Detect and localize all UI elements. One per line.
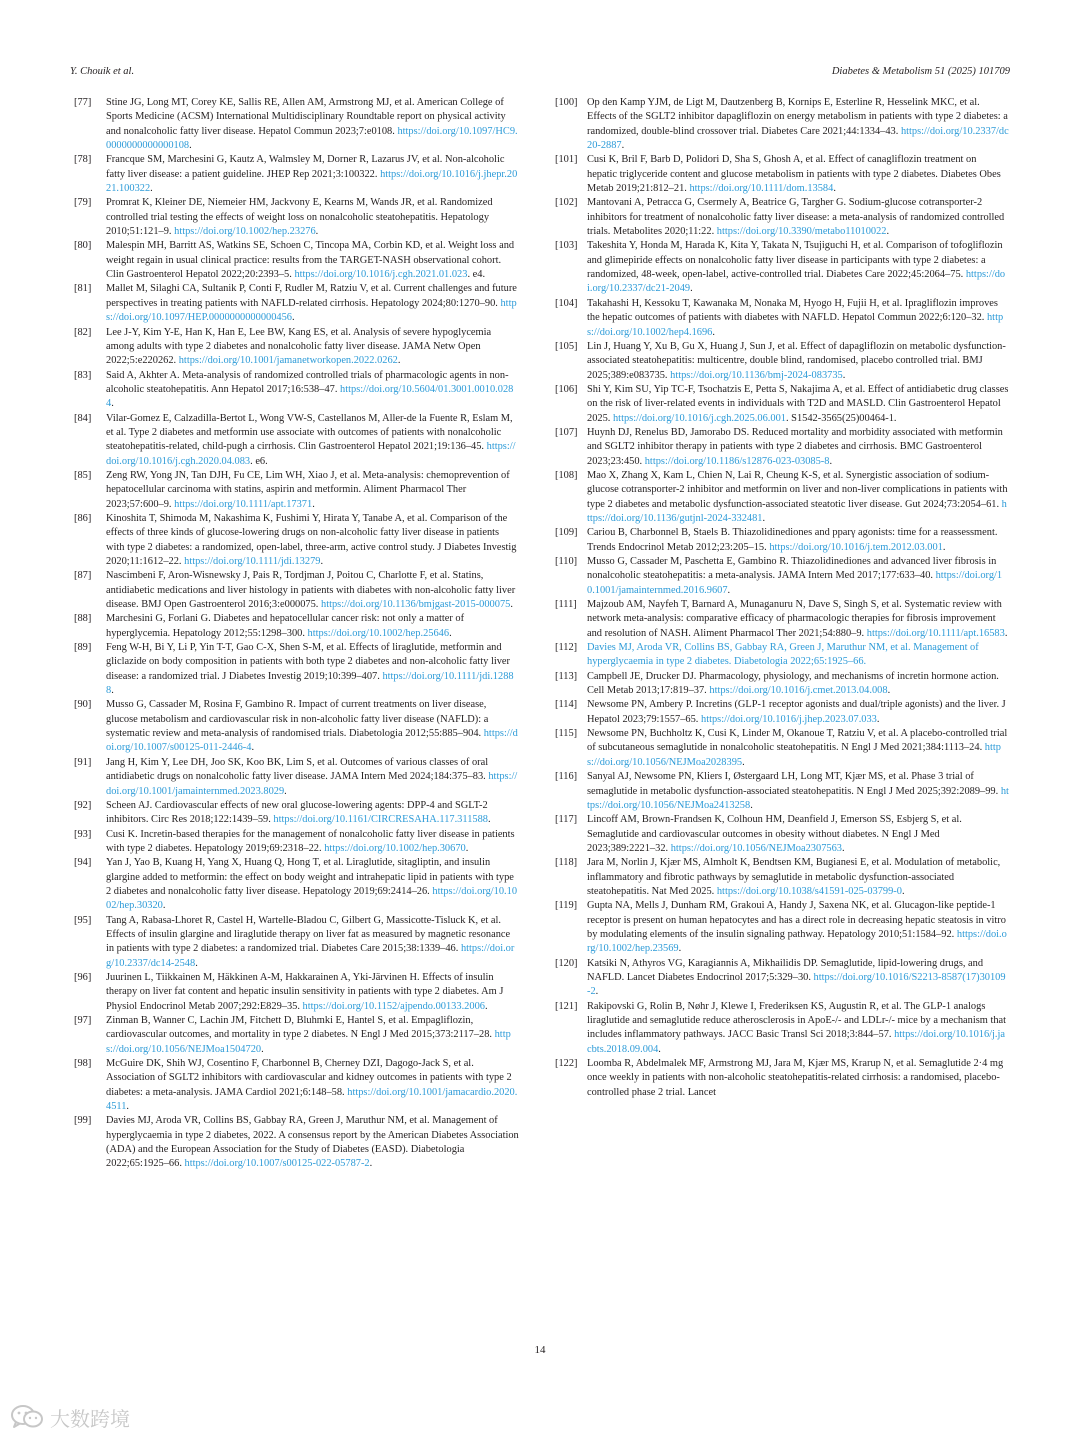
reference-number: [106] (555, 383, 578, 395)
doi-link[interactable]: https://doi.org/10.2337/dc14-2548 (106, 943, 515, 969)
reference-tail: . (658, 1043, 661, 1055)
doi-link[interactable]: https://doi.org/10.1001/jamainternmed.2016.9607 (587, 570, 1003, 596)
doi-link[interactable]: https://doi.org/10.1161/CIRCRESAHA.117.311588 (273, 814, 488, 826)
doi-link[interactable]: https://doi.org/10.1186/s12876-023-03085-8 (644, 455, 830, 467)
reference-number: [113] (555, 670, 578, 682)
reference-number: [119] (555, 900, 578, 912)
reference-item (74, 914, 520, 971)
reference-item (555, 856, 1009, 899)
reference-number: [78] (74, 154, 92, 166)
reference-tail: . (465, 842, 469, 854)
reference-item (555, 770, 1009, 813)
reference-number: [121] (555, 1000, 578, 1012)
reference-text: Lee J-Y, Kim Y-E, Han K, Han E, Lee BW, Kang ES, et al. Analysis of severe hypoglycemia among adults with type 2 diabetes and nonalcoholic fatty liver disease. JAMA Netw Open 2022;5:e220262. (106, 326, 492, 367)
reference-text: Loomba R, Abdelmalek MF, Armstrong MJ, Jara M, Kjær MS, Krarup N, et al. Semaglutide 2·4 mg once weekly in patients with non-alcoholic steatohepatitis-related cirrhosis: a randomised, placebo-controlled phase 2 trial. Lancet (587, 1058, 1004, 1098)
reference-number: [96] (74, 971, 92, 983)
reference-number: [105] (555, 340, 578, 352)
doi-link[interactable]: https://doi.org/10.1111/jdi.12888 (106, 670, 514, 697)
reference-number: [114] (555, 699, 578, 711)
reference-tail: . (595, 986, 599, 998)
doi-link[interactable]: https://doi.org/10.1001/jamainternmed.2023.8029 (106, 771, 518, 797)
reference-number: [100] (555, 97, 578, 108)
reference-number: [97] (74, 1015, 92, 1026)
reference-text: Kinoshita T, Shimoda M, Nakashima K, Fushimi Y, Hirata Y, Tanabe A, et al. Comparison of the effects of three kinds of glucose-lowering drugs on non-alcoholic fatty liver disease in patients with type 2 diabetes: a randomized, open-label, three-arm, active control study. J Diabetes Investig 2020;11:1612–22. (106, 512, 517, 567)
reference-item (74, 512, 520, 569)
reference-tail: . (690, 283, 693, 295)
reference-item (555, 526, 1009, 555)
reference-tail: . (510, 599, 513, 611)
reference-item (74, 239, 520, 282)
doi-link[interactable]: https://doi.org/10.1111/apt.16583 (866, 627, 1005, 639)
reference-item (555, 426, 1009, 469)
reference-item (555, 96, 1009, 153)
reference-number: [112] (555, 642, 578, 654)
reference-item (74, 799, 520, 828)
doi-link[interactable]: https://doi.org/10.1136/gutjnl-2024-332481 (587, 498, 1007, 524)
reference-text: Malespin MH, Barritt AS, Watkins SE, Schoen C, Tincopa MA, Corbin KD, et al. Weight loss and weight regain in usual clinical practice: results from the TARGET-NASH observational cohort. Clin Gastroenterol Hepatol 2022;20:2393–5. (106, 240, 515, 281)
reference-number: [93] (74, 828, 92, 840)
reference-text: Huynh DJ, Renelus BD, Jamorabo DS. Reduced mortality and morbidity associated with metformin and SGLT2 inhibitor therapy in patients with type 2 diabetes and cirrhosis. BMC Gastroenterol 2023;23:450. (587, 426, 1003, 467)
reference-number: [118] (555, 857, 578, 869)
reference-tail: . (261, 1043, 264, 1055)
reference-text: Sanyal AJ, Newsome PN, Kliers I, Østergaard LH, Long MT, Kjær MS, et al. Phase 3 trial of semaglutide in metabolic dysfunction-associated steatohepatitis. N Engl J Med 2025;392:2089–99. (587, 771, 1001, 797)
doi-link[interactable]: https://doi.org/10.1016/j.cmet.2013.04.008 (709, 685, 888, 697)
reference-item (555, 957, 1009, 1000)
reference-tail: . S1542-3565(25)00464-1. (785, 412, 897, 424)
reference-item (74, 196, 520, 239)
reference-number: [101] (555, 154, 578, 166)
reference-item (74, 326, 520, 369)
reference-item (74, 971, 520, 1014)
reference-item (555, 196, 1009, 239)
reference-tail: . (397, 355, 401, 367)
reference-text: Jara M, Norlin J, Kjær MS, Almholt K, Bendtsen KM, Bugianesi E, et al. Modulation of metabolic, inflammatory and fibrotic pathways by semaglutide in metabolic dysfunction-associated steatohepatitis. Nat Med 2025. (587, 857, 1001, 897)
reference-text[interactable]: Davies MJ, Aroda VR, Collins BS, Gabbay RA, Green J, Maruthur NM, et al. Management of hyperglycaemia in type 2 diabetes. Diabetologia 2022;65:1925–66. (587, 642, 979, 668)
page-number: 14 (534, 1344, 546, 1356)
reference-tail: . (162, 900, 166, 912)
reference-item (74, 1014, 520, 1057)
reference-item (74, 569, 520, 612)
reference-text: Marchesini G, Forlani G. Diabetes and hepatocellular cancer risk: not only a matter of hyperglycemia. Hepatology 2012;55:1298–300. (106, 613, 465, 639)
reference-tail: . (251, 742, 255, 754)
doi-link[interactable]: https://doi.org/10.1007/s00125-011-2446-4 (106, 728, 518, 754)
doi-link[interactable]: https://doi.org/10.3390/metabo11010022 (716, 226, 887, 238)
reference-tail: . (876, 713, 880, 725)
reference-number: [85] (74, 469, 92, 481)
reference-item (555, 813, 1009, 856)
reference-tail: . (886, 226, 890, 238)
reference-text: Takeshita Y, Honda M, Harada K, Kita Y, Takata N, Tsujiguchi H, et al. Comparison of tofogliflozin and glimepiride effects on nonalcoholic fatty liver disease in participants with type 2 diabetes: a randomized, 48-week, open-label, active-controlled trial. Diabetes Care 2022;45:2064–75. (587, 240, 1003, 281)
reference-tail: . (887, 685, 891, 697)
reference-text: Shi Y, Kim SU, Yip TC-F, Tsochatzis E, Petta S, Nakajima A, et al. Effect of antidiabetic drug classes on the risk of liver-related events in individuals with T2D and MASLD. Clin Gastroenterol Hepatol 2025. (587, 383, 1009, 424)
doi-link[interactable]: https://doi.org/10.1002/hep.25646 (307, 627, 450, 639)
reference-tail: . (111, 398, 114, 410)
reference-number: [109] (555, 527, 578, 539)
running-header (70, 66, 1010, 82)
reference-item (555, 239, 1009, 296)
reference-text: Lin J, Huang Y, Xu B, Gu X, Huang J, Sun J, et al. Effect of dapagliflozin on metabolic dysfunction-associated steatohepatitis: multicentre, double blind, randomised, placebo controlled trial. BMJ 2025;389:e083735. (587, 340, 1006, 381)
reference-number: [94] (74, 857, 92, 869)
reference-tail: . (841, 842, 845, 854)
references-right-column (555, 96, 1009, 1100)
reference-item (74, 1114, 520, 1171)
reference-item (74, 828, 520, 857)
reference-tail: . (842, 369, 846, 381)
reference-number: [103] (555, 240, 578, 252)
reference-text: Cariou B, Charbonnel B, Staels B. Thiazolidinediones and pparγ agonists: time for a reassessment. Trends Endocrinol Metab 2012;23:205–15. (587, 527, 998, 553)
doi-link[interactable]: https://doi.org/10.1001/jamanetworkopen.2022.0262 (178, 355, 398, 367)
reference-text: Mao X, Zhang X, Kam L, Chien N, Lai R, Cheung K-S, et al. Synergistic association of sodium-glucose cotransporter-2 inhibitor and metformin on liver and non-liver complications in patients with type 2 diabetes and metabolic dysfunction-associated steatotic liver disease. Gut 2024;73:2054–61. (587, 469, 1008, 510)
reference-text: Cusi K, Bril F, Barb D, Polidori D, Sha S, Ghosh A, et al. Effect of canagliflozin treatment on hepatic triglyceride content and glucose metabolism in patients with type 2 diabetes. Diabetes Obes Metab 2019;21:812–21. (587, 154, 1001, 195)
doi-link[interactable]: https://doi.org/10.5604/01.3001.0010.0284 (106, 383, 514, 410)
doi-link[interactable]: https://doi.org/10.1002/hep.30670 (324, 842, 466, 854)
reference-text: Promrat K, Kleiner DE, Niemeier HM, Jackvony E, Kearns M, Wands JR, et al. Randomized controlled trial testing the effects of weight loss on nonalcoholic steatohepatitis. Hepatology 2010;51:121–9. (106, 197, 493, 238)
reference-item (74, 153, 520, 196)
reference-tail: . (742, 756, 745, 768)
reference-number: [90] (74, 699, 92, 711)
reference-tail: . (315, 226, 319, 238)
reference-item (555, 383, 1009, 426)
reference-number: [86] (74, 512, 92, 524)
doi-link[interactable]: https://doi.org/10.1016/j.jhepr.2021.100322 (106, 168, 518, 195)
reference-text: Stine JG, Long MT, Corey KE, Sallis RE, Allen AM, Armstrong MJ, et al. American College of Sports Medicine (ACSM) International Multidisciplinary Roundtable report on physical activity and nonalcoholic fatty liver disease. Hepatol Commun 2023;7:e0108. (106, 97, 506, 137)
reference-tail: . (284, 785, 287, 797)
reference-tail: . (833, 183, 836, 195)
reference-number: [107] (555, 426, 578, 438)
reference-number: [81] (74, 283, 92, 295)
reference-text: McGuire DK, Shih WJ, Cosentino F, Charbonnel B, Cherney DZI, Dagogo-Jack S, et al. Association of SGLT2 inhibitors with cardiovascular and kidney outcomes in patients with type 2 diabetes: a meta-analysis. JAMA Cardiol 2021;6:148–58. (106, 1058, 512, 1098)
reference-number: [116] (555, 771, 578, 783)
reference-text: Lincoff AM, Brown-Frandsen K, Colhoun HM, Deanfield J, Emerson SS, Esbjerg S, et al. Semaglutide and cardiovascular outcomes in obesity without diabetes. N Engl J Med 2023;389:2221–32. (587, 814, 962, 854)
doi-link[interactable]: https://doi.org/10.1016/S2213-8587(17)30109-2 (587, 971, 1006, 998)
reference-item (74, 612, 520, 641)
reference-item (74, 756, 520, 799)
doi-link[interactable]: https://doi.org/10.1002/hep.23569 (587, 928, 1007, 955)
reference-item (74, 856, 520, 913)
reference-tail: . (750, 799, 753, 811)
doi-link[interactable]: https://doi.org/10.1111/dom.13584 (689, 183, 834, 195)
reference-tail: . (1004, 627, 1008, 639)
reference-item (555, 698, 1009, 727)
reference-text: Yan J, Yao B, Kuang H, Yang X, Huang Q, Hong T, et al. Liraglutide, sitagliptin, and insulin glargine added to metformin: the effect on body weight and intrahepatic lipid in patients with type 2 diabetes and nonalcoholic fatty liver disease. Hepatology 2019;69:2414–26. (106, 857, 514, 897)
reference-text: Campbell JE, Drucker DJ. Pharmacology, physiology, and mechanisms of incretin hormone action. Cell Metab 2013;17:819–37. (587, 670, 999, 697)
reference-tail: . (487, 814, 491, 826)
reference-number: [108] (555, 469, 578, 481)
doi-link[interactable]: https://doi.org/10.1056/NEJMoa2307563 (670, 842, 842, 854)
reference-tail: . (829, 455, 833, 467)
reference-number: [82] (74, 326, 92, 338)
reference-number: [120] (555, 957, 578, 969)
reference-number: [122] (555, 1058, 578, 1070)
reference-text: Musso G, Cassader M, Rosina F, Gambino R. Impact of current treatments on liver disease, glucose metabolism and cardiovascular risk in non-alcoholic fatty liver disease (NAFLD): a systematic review and meta-analysis of randomised trials. Diabetologia 2012;55:885–904. (106, 699, 489, 740)
reference-text: Cusi K. Incretin-based therapies for the management of nonalcoholic fatty liver disease in patients with type 2 diabetes. Hepatology 2019;69:2318–22. (106, 828, 515, 854)
reference-number: [88] (74, 613, 92, 625)
reference-text: Davies MJ, Aroda VR, Collins BS, Gabbay RA, Green J, Maruthur NM, et al. Management of hyperglycaemia in type 2 diabetes, 2022. A consensus report by the American Diabetes Association (ADA) and the European Association for the Study of Diabetes (EASD). Diabetologia 2022;65:1925–66. (106, 1115, 519, 1170)
reference-item (555, 297, 1009, 340)
doi-link[interactable]: https://doi.org/10.1016/j.cgh.2020.04.083 (106, 441, 516, 467)
reference-item (555, 153, 1009, 196)
reference-text: Mallet M, Silaghi CA, Sultanik P, Conti F, Rudler M, Ratziu V, et al. Current challenges and future perspectives in treating patients with NAFLD-related cirrhosis. Hepatology 2024;80:1270–90. (106, 283, 517, 309)
reference-item (555, 641, 1009, 670)
reference-number: [83] (74, 369, 92, 381)
doi-link[interactable]: https://doi.org/10.1016/j.tem.2012.03.001 (769, 541, 943, 553)
doi-link[interactable]: https://doi.org/10.1016/j.jhep.2023.07.033 (701, 713, 877, 725)
doi-link[interactable]: https://doi.org/10.1111/jdi.13279 (184, 556, 321, 567)
references-left-column (74, 96, 520, 1172)
doi-link[interactable]: https://doi.org/10.2337/dc21-2049 (587, 269, 1006, 295)
reference-text: Mantovani A, Petracca G, Csermely A, Beatrice G, Targher G. Sodium-glucose cotransporter-2 inhibitors for treatment of nonalcoholic fatty liver disease: a meta-analysis of randomized controlled trials. Metabolites 2020;11:22. (587, 197, 1005, 238)
doi-link[interactable]: https://doi.org/10.1016/j.cgh.2021.01.023 (294, 269, 468, 281)
reference-number: [77] (74, 97, 92, 108)
reference-item (74, 698, 520, 755)
reference-text: Takahashi H, Kessoku T, Kawanaka M, Nonaka M, Hyogo H, Fujii H, et al. Ipragliflozin improves the hepatic outcomes of patients with diabetes with NAFLD. Hepatol Commun 2022;6:120–32. (587, 297, 998, 324)
reference-tail: . (449, 627, 452, 639)
reference-number: [91] (74, 756, 92, 768)
reference-number: [102] (555, 197, 578, 209)
reference-number: [89] (74, 642, 92, 654)
reference-tail: . e4. (467, 269, 486, 281)
reference-text: Newsome PN, Ambery P. Incretins (GLP-1 receptor agonists and dual/triple agonists) and the liver. J Hepatol 2023;79:1557–65. (587, 699, 1006, 725)
reference-item (555, 1000, 1009, 1057)
doi-link[interactable]: https://doi.org/10.1001/jamacardio.2020.4511 (106, 1086, 518, 1113)
reference-text: Rakipovski G, Rolin B, Nøhr J, Klewe I, Frederiksen KS, Augustin R, et al. The GLP-1 analogs liraglutide and semaglutide reduce atherosclerosis in ApoE-/- and LDLr-/- mice by a mechanism that includes inflammatory pathways. JACC Basic Transl Sci 2018;3:844–57. (587, 1000, 1007, 1041)
doi-link[interactable]: https://doi.org/10.1136/bmjgast-2015-000075 (321, 599, 511, 611)
doi-link[interactable]: https://doi.org/10.1016/j.jacbts.2018.09.004 (587, 1029, 1006, 1055)
reference-number: [117] (555, 814, 578, 826)
reference-number: [111] (555, 599, 577, 611)
reference-text: Said A, Akhter A. Meta-analysis of randomized controlled trials of pharmacologic agents in non-alcoholic steatohepatitis. Ann Hepatol 2017;16:538–47. (106, 369, 509, 395)
reference-tail: . (678, 943, 682, 955)
doi-link[interactable]: https://doi.org/10.1136/bmj-2024-083735 (670, 369, 843, 381)
reference-text: Juurinen L, Tiikkainen M, Häkkinen A-M, Hakkarainen A, Yki-Järvinen H. Effects of insulin therapy on liver fat content and hepatic insulin sensitivity in patients with type 2 diabetes. Am J Physiol Endocrinol Metab 2007;292:E829–35. (106, 971, 504, 1012)
reference-text: Francque SM, Marchesini G, Kautz A, Walmsley M, Dorner R, Lazarus JV, et al. Non-alcoholic fatty liver disease: a patient guideline. JHEP Rep 2021;3:100322. (106, 154, 505, 180)
doi-link[interactable]: https://doi.org/10.1056/NEJMoa2413258 (587, 785, 1009, 811)
reference-text: Zeng RW, Yong JN, Tan DJH, Fu CE, Lim WH, Xiao J, et al. Meta-analysis: chemoprevention of hepatocellular carcinoma with statins, aspirin and metformin. Aliment Pharmacol Ther 2023;57:600–9. (106, 469, 510, 510)
reference-tail: . (942, 541, 946, 553)
reference-text: Katsiki N, Athyros VG, Karagiannis A, Mikhailidis DP. Semaglutide, lipid-lowering drugs, and NAFLD. Lancet Diabetes Endocrinol 2017;5:329–30. (587, 957, 984, 983)
watermark (10, 1402, 130, 1432)
reference-item (74, 1057, 520, 1114)
reference-text: Op den Kamp YJM, de Ligt M, Dautzenberg B, Kornips E, Esterline R, Hesselink MKC, et al. Effects of the SGLT2 inhibitor dapagliflozin on energy metabolism in patients with type 2 diabetes: a randomized, double-blind crossover trial. Diabetes Care 2021;44:1334–43. (587, 97, 1008, 137)
reference-text: Zinman B, Wanner C, Lachin JM, Fitchett D, Bluhmki E, Hantel S, et al. Empagliflozin, cardiovascular outcomes, and mortality in type 2 diabetes. N Engl J Med 2015;373:2117–28. (106, 1015, 495, 1041)
reference-text: Vilar-Gomez E, Calzadilla-Bertot L, Wong VW-S, Castellanos M, Aller-de la Fuente R, Eslam M, et al. Type 2 diabetes and metformin use associate with outcomes of patients with nonalcoholic steatohepatitis-related, child-pugh a cirrhosis. Clin Gastroenterol Hepatol 2021;19:136–45. (106, 412, 513, 453)
doi-link[interactable]: https://doi.org/10.2337/dc20-2887 (587, 125, 1009, 152)
reference-tail: . (126, 1101, 130, 1113)
reference-number: [98] (74, 1058, 92, 1070)
doi-link[interactable]: https://doi.org/10.1056/NEJMoa2028395 (587, 742, 1001, 768)
reference-item (555, 1057, 1009, 1100)
reference-tail: . (727, 584, 731, 596)
reference-item (74, 369, 520, 412)
header-journal: Diabetes & Metabolism 51 (2025) 101709 (831, 66, 1010, 77)
reference-item (555, 469, 1009, 526)
reference-number: [92] (74, 799, 92, 811)
reference-item (555, 555, 1009, 598)
doi-link[interactable]: https://doi.org/10.1002/hep.30320 (106, 885, 518, 912)
doi-link[interactable]: https://doi.org/10.1002/hep.23276 (174, 226, 316, 238)
doi-link[interactable]: https://doi.org/10.1016/j.cgh.2025.06.001 (612, 412, 786, 424)
doi-link[interactable]: https://doi.org/10.1007/s00125-022-05787-2 (184, 1158, 370, 1170)
doi-link[interactable]: https://doi.org/10.1097/HEP.0000000000000456 (106, 297, 517, 324)
reference-text: Newsome PN, Buchholtz K, Cusi K, Linder M, Okanoue T, Ratziu V, et al. A placebo-controlled trial of subcutaneous semaglutide in nonalcoholic steatohepatitis. N Engl J Med 2021;384:1113–24. (587, 728, 1008, 754)
reference-tail: . (621, 140, 625, 152)
reference-number: [99] (74, 1115, 92, 1127)
reference-item (74, 96, 520, 153)
reference-item (555, 598, 1009, 641)
reference-text: Gupta NA, Mells J, Dunham RM, Grakoui A, Handy J, Saxena NK, et al. Glucagon-like peptide-1 receptor is present on human hepatocytes and has a direct role in decreasing hepatic steatosis in vitro by modulating elements of the insulin signaling pathway. Hepatology 2010;51:1584–92. (587, 900, 1006, 940)
reference-tail: . (762, 512, 766, 524)
reference-tail: . (901, 885, 905, 897)
reference-number: [104] (555, 297, 578, 309)
reference-tail: . (111, 685, 114, 697)
doi-link[interactable]: https://doi.org/10.1002/hep4.1696 (587, 312, 1004, 338)
doi-link[interactable]: https://doi.org/10.1056/NEJMoa1504720 (106, 1029, 511, 1055)
doi-link[interactable]: https://doi.org/10.1111/apt.17371 (174, 498, 313, 510)
reference-item (74, 282, 520, 325)
reference-tail: . (150, 183, 153, 195)
doi-link[interactable]: https://doi.org/10.1152/ajpendo.00133.2006 (302, 1000, 485, 1012)
reference-text: Musso G, Cassader M, Paschetta E, Gambino R. Thiazolidinediones and advanced liver fibrosis in nonalcoholic steatohepatitis: a meta-analysis. JAMA Intern Med 2017;177:633–40. (587, 556, 997, 582)
wechat-logo-icon (10, 1404, 44, 1430)
reference-item (74, 641, 520, 698)
reference-text: Scheen AJ. Cardiovascular effects of new oral glucose-lowering agents: DPP-4 and SGLT-2 inhibitors. Circ Res 2018;122:1439–59. (106, 799, 488, 826)
reference-tail: . (312, 498, 315, 510)
reference-text: Majzoub AM, Nayfeh T, Barnard A, Munaganuru N, Dave S, Singh S, et al. Systematic review with network meta-analysis: comparative efficacy of pharmacologic therapies for fibrosis improvement and resolution of NASH. Aliment Pharmacol Ther 2021;54:880–9. (587, 599, 1002, 639)
reference-tail: . (195, 957, 198, 969)
reference-item (74, 412, 520, 469)
reference-tail: . (369, 1158, 373, 1170)
reference-text: Tang A, Rabasa-Lhoret R, Castel H, Wartelle-Bladou C, Gilbert G, Massicotte-Tisluck K, et al. Effects of insulin glargine and liraglutide therapy on liver fat as measured by magnetic resonance in patients with type 2 diabetes: a randomized trial. Diabetes Care 2015;38:1339–46. (106, 914, 511, 955)
reference-text: Nascimbeni F, Aron-Wisnewsky J, Pais R, Tordjman J, Poitou C, Charlotte F, et al. Statins, antidiabetic medications and liver histology in patients with diabetes with non-alcoholic fatty liver disease. BMJ Open Gastroenterol 2016;3:e000075. (106, 570, 516, 611)
reference-tail: . (292, 312, 295, 324)
reference-tail: . e6. (250, 455, 268, 467)
reference-text: Feng W-H, Bi Y, Li P, Yin T-T, Gao C-X, Shen S-M, et al. Effects of liraglutide, metformin and gliclazide on body composition in patients with both type 2 diabetes and non-alcoholic fatty liver disease: a randomized trial. J Diabetes Investig 2019;10:399–407. (106, 642, 510, 682)
reference-number: [79] (74, 197, 92, 209)
reference-tail: . (484, 1000, 488, 1012)
reference-number: [84] (74, 412, 92, 424)
header-authors: Y. Chouik et al. (70, 66, 135, 77)
doi-link[interactable]: https://doi.org/10.1097/HC9.0000000000000108 (106, 125, 518, 152)
reference-number: [115] (555, 728, 578, 740)
reference-number: [95] (74, 914, 92, 926)
reference-tail: . (712, 326, 715, 338)
reference-text: Jang H, Kim Y, Lee DH, Joo SK, Koo BK, Lim S, et al. Outcomes of various classes of oral antidiabetic drugs on nonalcoholic fatty liver disease. JAMA Intern Med 2024;184:375–83. (106, 756, 489, 783)
reference-item (74, 469, 520, 512)
watermark-text: 大数跨境 (50, 1406, 130, 1431)
reference-item (555, 670, 1009, 699)
reference-number: [80] (74, 240, 92, 252)
doi-link[interactable]: https://doi.org/10.1038/s41591-025-03799-0 (716, 885, 902, 897)
reference-tail: . (189, 140, 192, 152)
reference-tail: . (320, 556, 324, 567)
reference-item (555, 727, 1009, 770)
reference-item (555, 340, 1009, 383)
reference-item (555, 899, 1009, 956)
reference-number: [87] (74, 570, 92, 582)
reference-number: [110] (555, 556, 578, 567)
